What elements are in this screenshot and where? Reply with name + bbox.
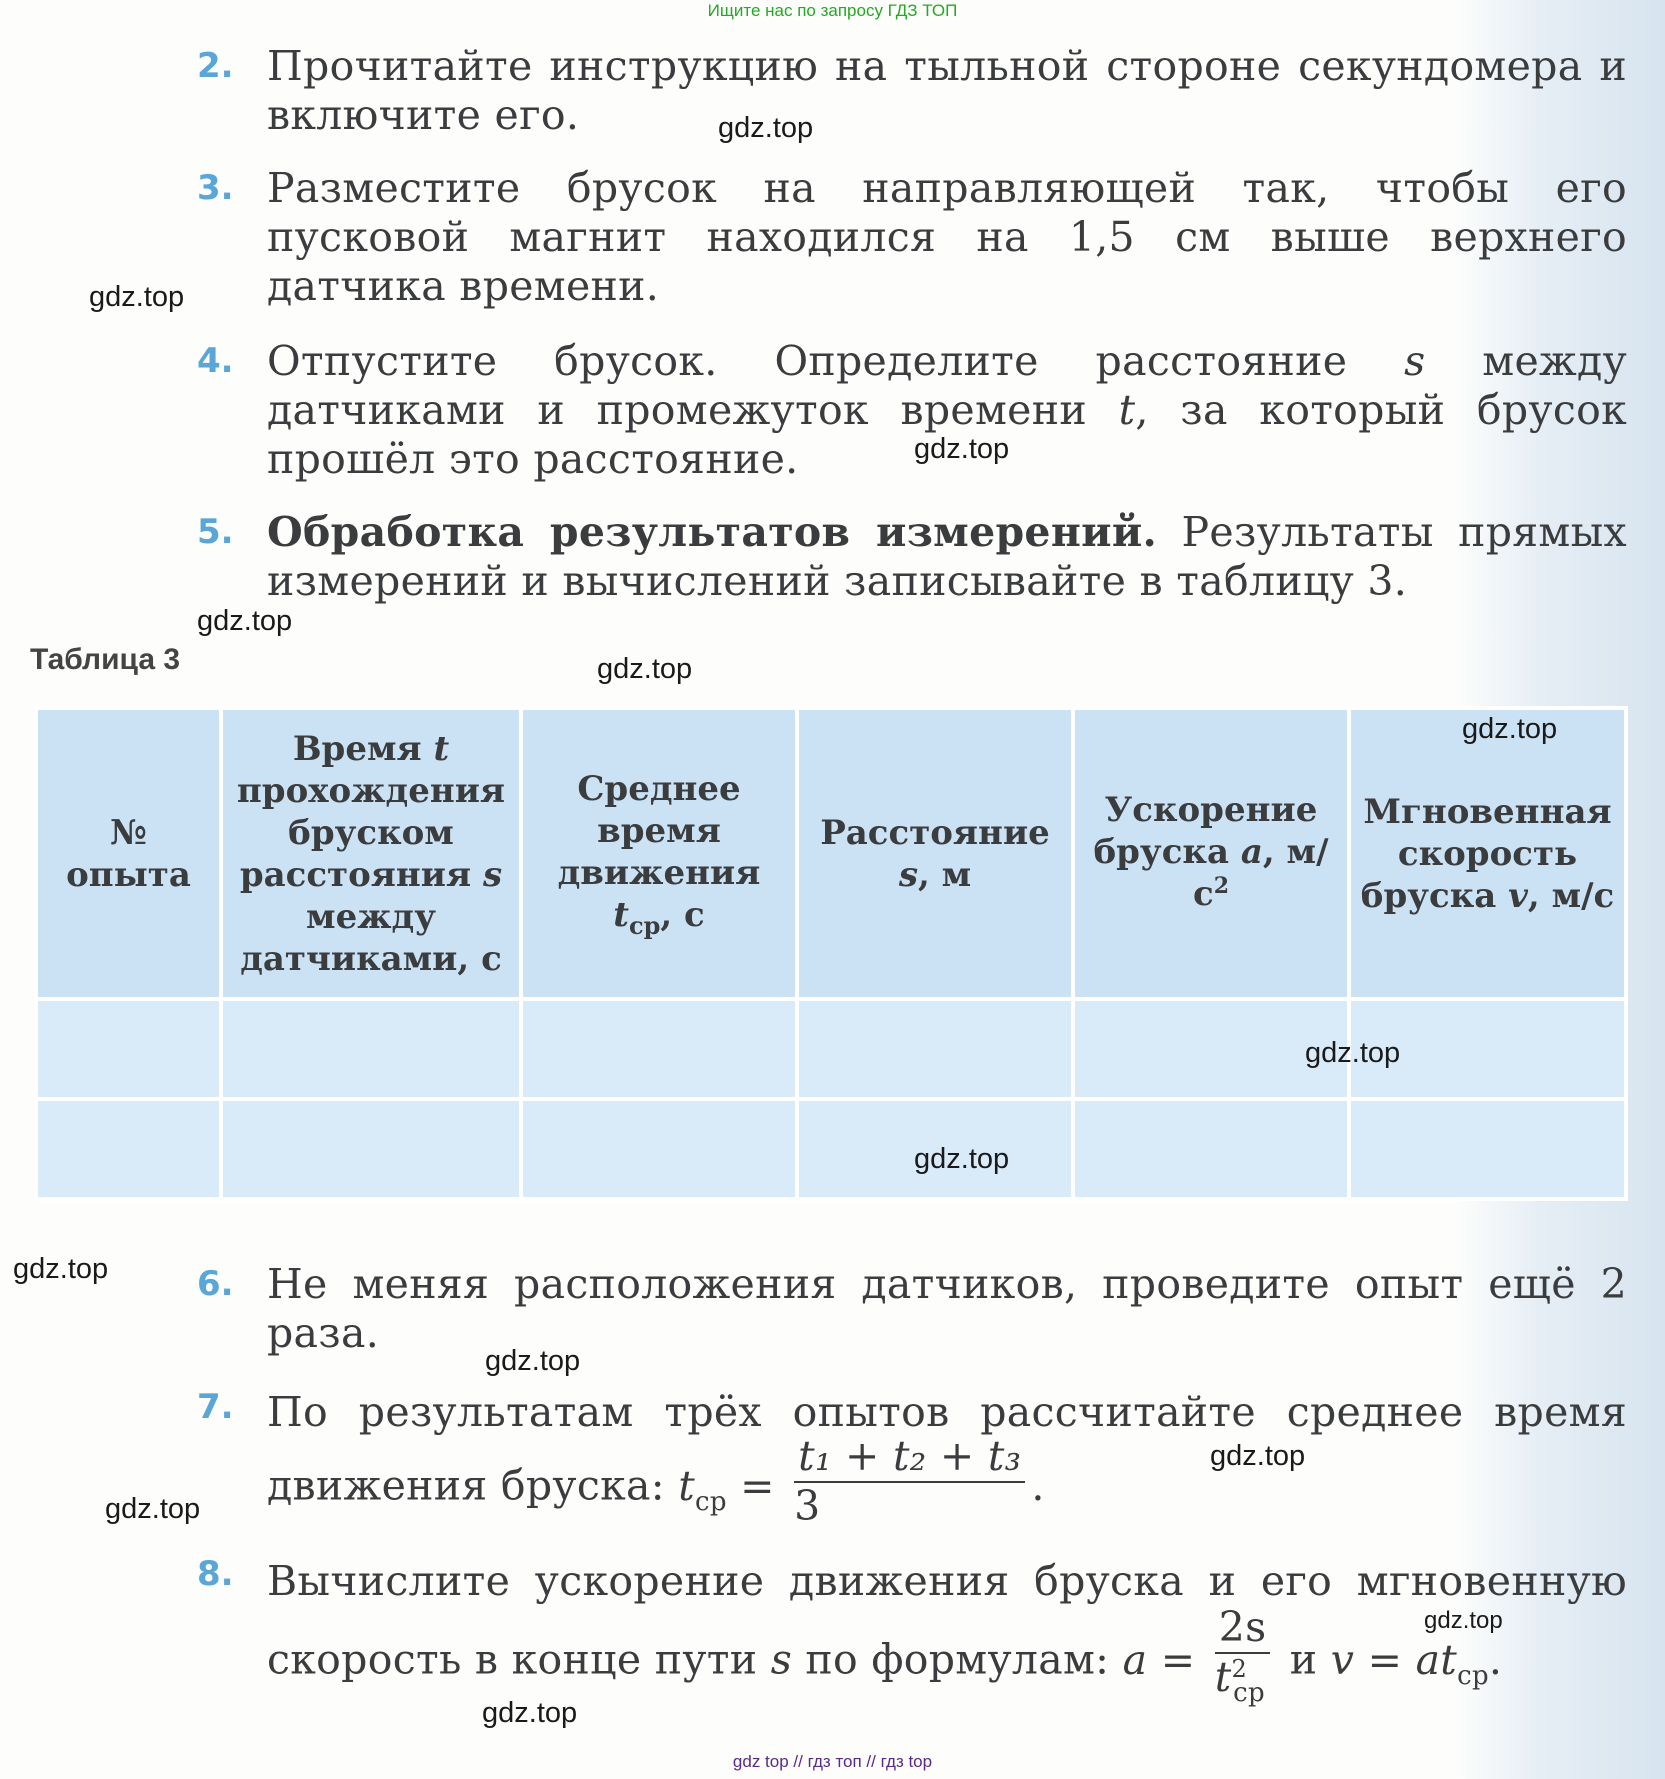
step-text: Прочитайте инструкцию на тыльной стороне секундомера и включите его. [267,42,1627,139]
watermark: gdz.top [1210,1440,1306,1472]
table-cell[interactable] [221,999,521,1099]
header-velocity: Мгновенная скорость бруска v, м/с [1349,708,1626,999]
step-number: 8. [197,1554,234,1594]
table-caption: Таблица 3 [30,643,181,676]
step-number: 7. [197,1387,234,1427]
step-text: По результатам трёх опытов рассчитайте среднее время движения бруска: $t_{ср}$ = $\frac{\text{t₁ + t₂ + t₃}}{3}$ . [267,1388,1627,1530]
bottom-banner[interactable]: gdz top // гдз топ // гдз top [732,1752,933,1771]
formula-velocity: $v = at_{ср}$. [1330,1635,1503,1691]
step-number: 3. [197,168,234,208]
step-text: Не меняя расположения датчиков, проведите опыт ещё 2 раза. [267,1260,1627,1357]
step-text: Разместите брусок на направляющей так, чтобы его пусковой магнит находился на 1,5 см выше верхнего датчика времени. [267,164,1627,310]
formula-acceleration: a = $\frac{2s}{t^2_{ср}}$ [1123,1636,1290,1684]
table-cell[interactable] [521,999,797,1099]
results-table [34,706,1628,1201]
watermark: gdz.top [718,112,814,144]
step-number: 5. [197,512,234,552]
step-2 [197,42,1637,140]
header-acceleration: Ускорение бруска a, $м/с^2$ [1073,708,1349,999]
header-experiment-number: № опыта [36,708,221,999]
step-3 [197,164,1637,311]
step-8 [197,1550,1637,1714]
step-6 [197,1260,1637,1358]
step-number: 6. [197,1264,234,1304]
table-row [36,1099,1626,1199]
table-header-row [36,708,1626,999]
step-text: Вычислите ускорение движения бруска и его мгновенную скорость в конце пути s по формулам: a = $\frac{2s}{t^2_{ср}}$ и $v = at_{ср}$. [267,1557,1627,1708]
watermark: gdz.top [914,433,1010,465]
watermark: gdz.top [914,1143,1010,1175]
table-cell[interactable] [36,999,221,1099]
watermark: gdz.top [13,1253,109,1285]
table-cell[interactable] [521,1099,797,1199]
table-cell[interactable] [36,1099,221,1199]
watermark: gdz.top [1424,1607,1503,1634]
table-cell[interactable] [1073,1099,1349,1199]
step-text: Обработка результатов измерений. Результаты прямых измерений и вычислений записывайте в таблицу 3. [267,508,1627,605]
watermark: gdz.top [197,605,293,637]
formula-average-time: $t_{ср}$ = $\frac{\text{t₁ + t₂ + t₃}}{3}$ . [678,1432,1045,1530]
watermark: gdz.top [105,1493,201,1525]
top-banner[interactable]: Ищите нас по запросу ГДЗ ТОП [707,1,958,20]
step-number: 2. [197,46,234,86]
watermark: gdz.top [597,653,693,685]
header-time: Время t прохождения бруском расстояния s между датчиками, с [221,708,521,999]
watermark: gdz.top [89,281,185,313]
step-number: 4. [197,341,234,381]
step-text: Отпустите брусок. Определите расстояние s между датчиками и промежуток времени t, за который брусок прошёл это расстояние. [267,337,1628,483]
table-cell[interactable] [221,1099,521,1199]
watermark: gdz.top [482,1697,578,1729]
header-distance: Расстояние s, м [797,708,1073,999]
table-cell[interactable] [1349,1099,1626,1199]
step-7 [197,1383,1637,1537]
watermark: gdz.top [1305,1037,1401,1069]
watermark: gdz.top [1462,713,1558,745]
step-5 [197,508,1637,606]
table-cell[interactable] [797,999,1073,1099]
watermark: gdz.top [485,1345,581,1377]
header-average-time: Среднее время движения $t_{ср}$, с [521,708,797,999]
